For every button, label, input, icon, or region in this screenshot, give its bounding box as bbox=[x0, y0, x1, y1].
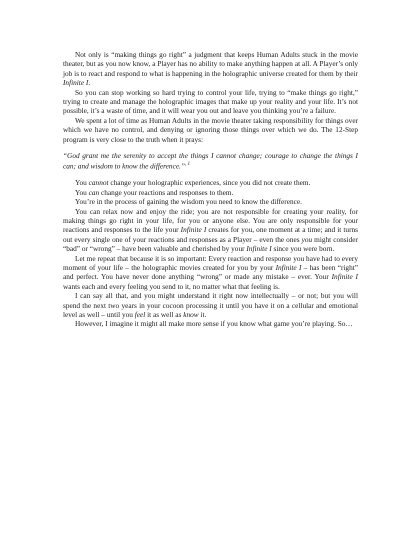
emphasis-text: you bbox=[301, 234, 313, 244]
serenity-prayer-quote bbox=[63, 151, 358, 171]
emphasis-text: Infinite I bbox=[63, 78, 89, 88]
text-run: it as well as bbox=[145, 309, 184, 319]
text-run: I can say all that, and you might understand it right now intellectually – or not; but you will spend the next two years in your cocoon processing it until you have it on a cellular and emotional level as well – until you bbox=[63, 291, 358, 319]
paragraph-cocoon bbox=[63, 291, 358, 319]
text-run: change your holographic experiences, since you did not create them. bbox=[108, 178, 311, 188]
text-run: Let me repeat that because it is so important: Every reaction and response you have had to every moment of your life – the holographic movies created for you by your bbox=[63, 253, 358, 272]
text-run: You bbox=[75, 178, 89, 188]
text-run: change your reactions and responses to them. bbox=[99, 187, 234, 197]
paragraph-1 bbox=[63, 50, 358, 88]
text-run: You’re in the process of gaining the wisdom you need to know the difference. bbox=[75, 197, 302, 207]
paragraph-2 bbox=[63, 88, 358, 116]
text-run: You bbox=[75, 187, 89, 197]
text-run: Not only is “making things go right” a judgment that keeps Human Adults stuck in the movie theater, but as you now know, a Player has no ability to make anything happen at all. A Player’s only job is to react and respond to what is happening in the holographic universe created for them by their bbox=[63, 50, 358, 78]
text-run: . bbox=[88, 78, 91, 88]
text-run: it. bbox=[198, 309, 207, 319]
paragraph-closing bbox=[63, 319, 358, 328]
emphasis-text: Infinite I bbox=[331, 272, 358, 282]
emphasis-text: know bbox=[183, 309, 199, 319]
paragraph-can-change bbox=[63, 188, 358, 197]
emphasis-text: feel bbox=[134, 309, 146, 319]
text-run: You can relax now and enjoy the ride; you are not responsible for creating your reality, for making things go right in your life, for you or anyone else. You are only responsible for your reactions and responses to the life your bbox=[63, 206, 358, 235]
text-run: might consider “bad” or “wrong” – have been valuable and cherished by your bbox=[63, 234, 358, 254]
paragraph-repeat bbox=[63, 254, 358, 292]
paragraph-wisdom bbox=[63, 197, 358, 206]
text-run: creates for you, one moment at a time; and it turns out every single one of your reactions and responses as a Player – even the ones bbox=[63, 225, 359, 244]
emphasis-text: can bbox=[88, 187, 100, 197]
emphasis-text: Infinite I bbox=[180, 225, 207, 235]
paragraph-3 bbox=[63, 116, 358, 144]
text-run: However, I imagine it might all make more sense if you know what game you’re playing. So… bbox=[75, 319, 353, 329]
paragraph-cannot-change bbox=[63, 178, 358, 187]
text-run: wants each and every feeling you send to it, no matter what that feeling is. bbox=[63, 281, 280, 291]
emphasis-text: cannot bbox=[88, 178, 109, 188]
footnote-marker: , 1 bbox=[184, 162, 190, 168]
text-run: – has been “right” and perfect. You have never done anything “wrong” or made any mistake – ever. Your bbox=[63, 262, 358, 282]
document-page bbox=[63, 50, 358, 329]
text-run: “God grant me the serenity to accept the things I cannot change; courage to change the things I can; and wisdom to know the difference.” bbox=[63, 151, 358, 171]
emphasis-text: Infinite I bbox=[246, 244, 272, 254]
text-run: since you were born. bbox=[271, 244, 335, 254]
text-run: We spent a lot of time as Human Adults in the movie theater taking responsibility for things over which we have no control, and denying or ignoring those things over which we do. The 12-Step program is very close to the truth when it prays: bbox=[63, 115, 358, 144]
text-run: So you can stop working so hard trying to control your life, trying to “make things go right,” trying to create and manage the holographic images that make up your reality and your life. It’s not possible, it’s a waste of time, and it will wear you out and leave you thinking you’re a failure. bbox=[63, 87, 358, 116]
emphasis-text: Infinite I bbox=[275, 262, 302, 272]
paragraph-relax bbox=[63, 207, 358, 254]
